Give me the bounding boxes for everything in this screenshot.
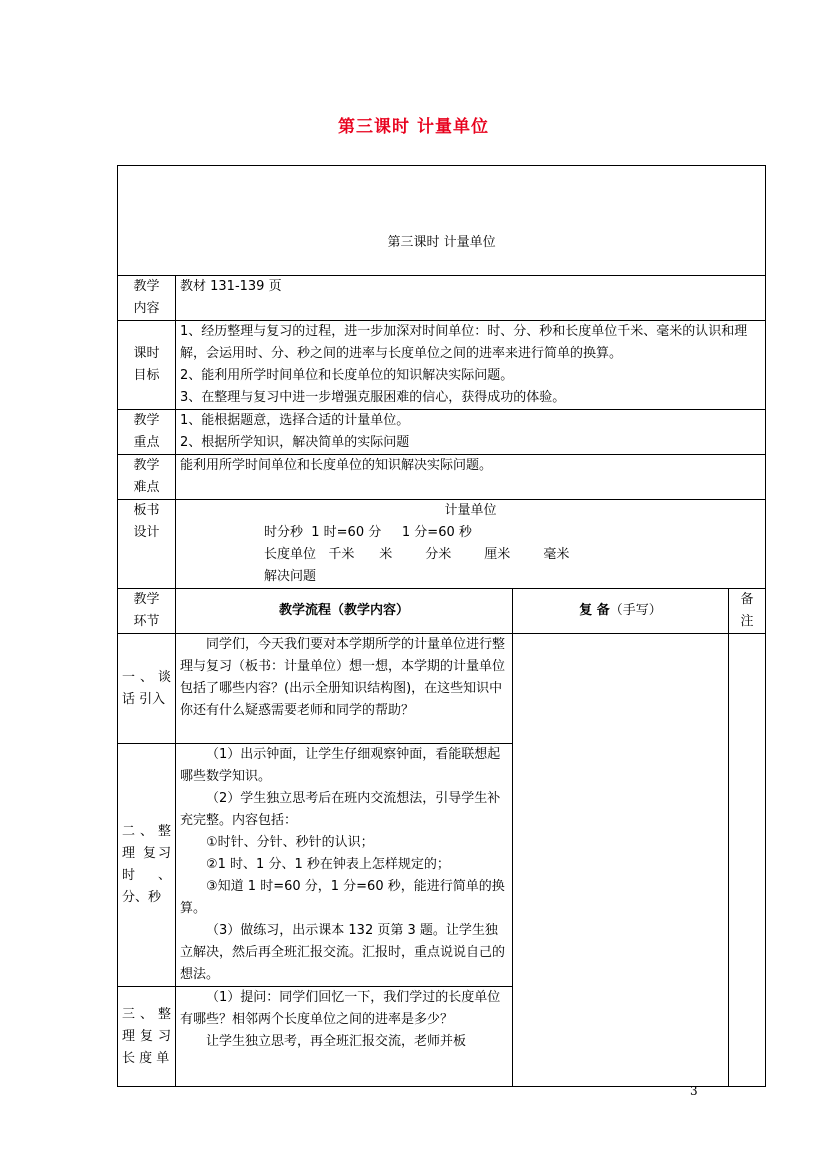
section-body: （1）出示钟面，让学生仔细观察钟面，看能联想起哪些数学知识。 （2）学生独立思考后在班内交流想法，引导学生补充完整。内容包括： ①时针、分针、秒针的认识； ②1 时、1 分、1 秒在钟表上怎样规定的； ③知道 1 时=60 分，1 分=60 秒，能进行简单的换算。 （3）做练习，出示课本 132 页第 3 题。让学生独立解决，然后再全班汇报交流。汇报时，重点说说自己的想法。 [176,744,513,987]
flow-header: 教学流程（教学内容） [176,589,513,634]
objectives-row [118,321,766,410]
difficulties-text: 能利用所学时间单位和长度单位的知识解决实际问题。 [176,455,766,500]
objectives-text [176,321,766,410]
board-label: 板书 设计 [118,500,176,589]
section-body: （1）提问：同学们回忆一下，我们学过的长度单位有哪些？相邻两个长度单位之间的进率是多少？ 让学生独立思考，再全班汇报交流，老师并板 [176,987,513,1087]
board-line: 长度单位 千米 米 分米 厘米 毫米 [264,547,570,562]
difficulties-label: 教学 难点 [118,455,176,500]
caption-row [118,166,766,276]
content-label: 教学 内容 [118,276,176,321]
table-caption: 第三课时 计量单位 [387,235,496,250]
key-points-label: 教学 重点 [118,410,176,455]
content-text: 教材 131-139 页 [176,276,766,321]
remark-cell [729,634,766,1087]
page-number: 3 [690,1084,698,1098]
section-row [118,634,766,744]
objective-item: 3、在整理与复习中进一步增强克服困难的信心，获得成功的体验。 [180,390,566,405]
board-row [118,500,766,589]
prep-cell [513,634,729,1087]
content-row [118,276,766,321]
section-label: 三、整理 复 习 长 度 单 [118,987,176,1087]
section-label: 二、整理 复习时、分、秒 [118,744,176,987]
board-title: 计量单位 [444,503,497,518]
page-title: 第三课时 计量单位 [338,117,489,137]
prep-header: 复 备（手写） [513,589,729,634]
key-points-text: 1、能根据题意，选择合适的计量单位。 2、根据所学知识，解决简单的实际问题 [176,410,766,455]
difficulties-row [118,455,766,500]
section-body: 同学们，今天我们要对本学期所学的计量单位进行整理与复习（板书：计量单位）想一想，本学期的计量单位包括了哪些内容？(出示全册知识结构图)，在这些知识中你还有什么疑惑需要老师和同学的帮助？ [176,634,513,744]
process-header-row [118,589,766,634]
board-design [176,500,766,589]
board-line: 解决问题 [264,569,317,584]
objective-item: 2、能利用所学时间单位和长度单位的知识解决实际问题。 [180,368,514,383]
objective-item: 1、经历整理与复习的过程，进一步加深对时间单位：时、分、秒和长度单位千米、毫米的认识和理解，会运用时、分、秒之间的进率与长度单位之间的进率来进行简单的换算。 [180,324,748,361]
remark-header: 备 注 [729,589,766,634]
lesson-plan-table [117,165,766,1087]
process-label: 教学 环节 [118,589,176,634]
board-line: 时分秒 1 时=60 分 1 分=60 秒 [264,525,472,540]
objectives-label: 课时 目标 [118,321,176,410]
section-label: 一、谈话 引入 [118,634,176,744]
key-points-row [118,410,766,455]
